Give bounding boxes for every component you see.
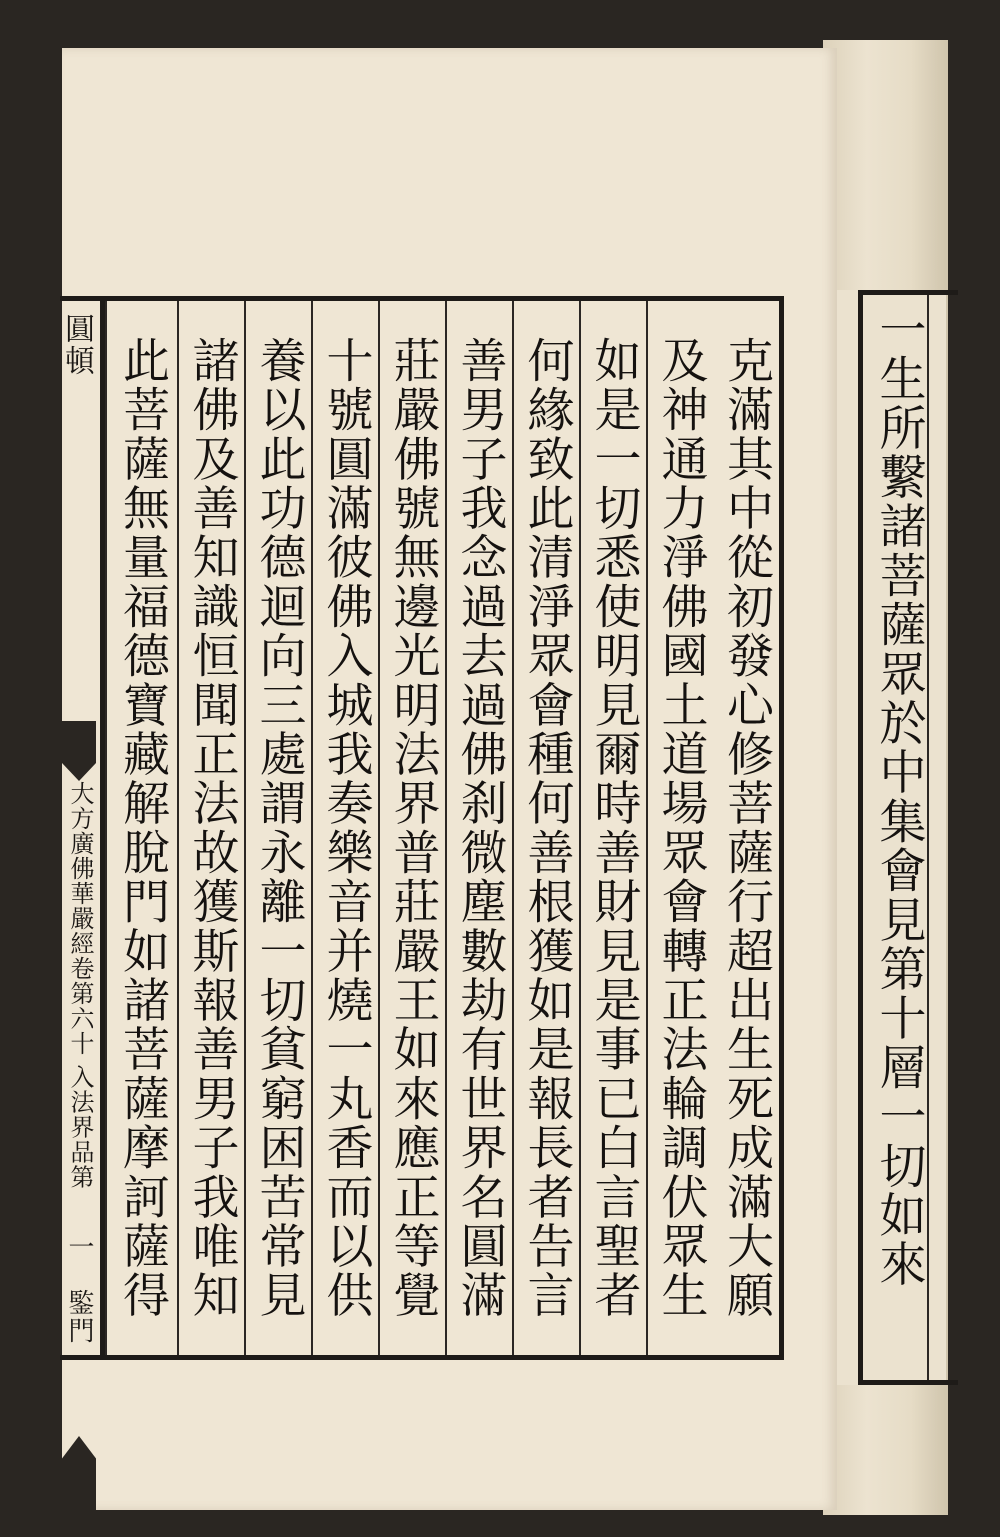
- text-column-10: [105, 301, 177, 1355]
- column-text: 諸佛及善知識恒聞正法故獲斯報善男子我唯知: [184, 336, 240, 1320]
- banner-main-title: 大方廣佛華嚴經卷第六十 入法界品第: [66, 781, 94, 1190]
- text-column-1: [713, 301, 779, 1355]
- text-column-6: [378, 301, 445, 1355]
- adjacent-column-divider: [927, 295, 929, 1380]
- adjacent-page-column: 一生所繫諸菩薩眾於中集會見第十層一切如來: [871, 305, 927, 1289]
- column-text: 克滿其中從初發心修菩薩行超出生死成滿大願: [719, 336, 774, 1320]
- text-column-7: [311, 301, 378, 1355]
- text-column-8: [244, 301, 311, 1355]
- column-text: 如是一切悉使明見爾時善財見是事已白言聖者: [586, 336, 642, 1320]
- text-column-5: [445, 301, 512, 1355]
- adjacent-page-frame: [858, 290, 958, 1385]
- text-column-2: [646, 301, 713, 1355]
- banner-column: [60, 296, 100, 1360]
- banner-title: 圓頓: [59, 313, 94, 377]
- text-column-9: [177, 301, 244, 1355]
- text-frame: [100, 296, 784, 1360]
- text-column-3: [579, 301, 646, 1355]
- column-text: 何緣致此清淨眾會種何善根獲如是報長者告言: [519, 336, 575, 1320]
- column-text: 善男子我念過去過佛刹微塵數劫有世界名圓滿: [452, 336, 508, 1320]
- column-text: 此菩薩無量福德寶藏解脫門如諸菩薩摩訶薩得: [115, 336, 170, 1320]
- column-text: 及神通力淨佛國土道場眾會轉正法輪調伏眾生: [653, 336, 709, 1320]
- column-text: 養以此功德迴向三處謂永離一切貧窮困苦常見: [251, 336, 307, 1320]
- fishtail-top-mark: [62, 721, 96, 781]
- banner-footer: 一 鍳門: [64, 1233, 94, 1345]
- column-text: 莊嚴佛號無邊光明法界普莊嚴王如來應正等覺: [385, 336, 441, 1320]
- column-text: 十號圓滿彼佛入城我奏樂音并燒一丸香而以供: [318, 336, 374, 1320]
- text-column-4: [512, 301, 579, 1355]
